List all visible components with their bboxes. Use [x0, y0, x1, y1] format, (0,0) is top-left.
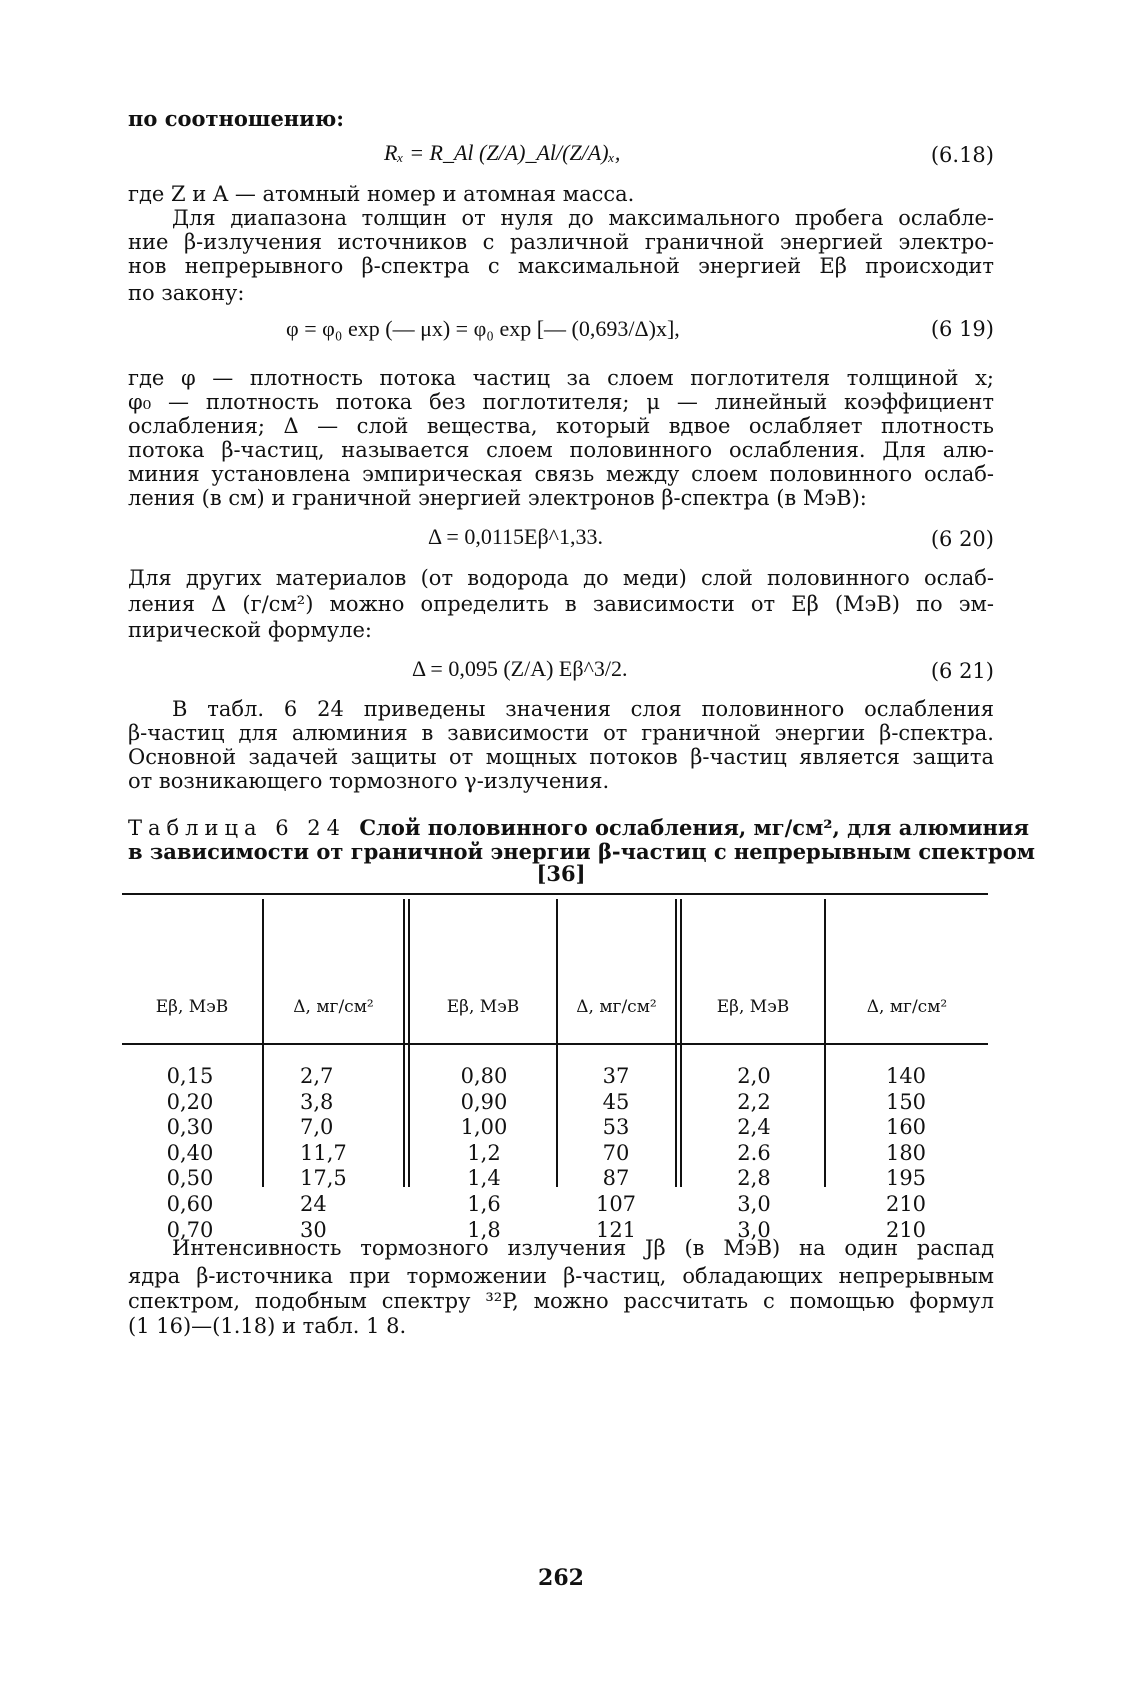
table-cell: 2,2: [737, 1089, 771, 1114]
table-cell: 0,15: [166, 1064, 214, 1088]
paragraph-line: ослабления; Δ — слой вещества, который вдвое ослабляет плотность: [128, 414, 994, 438]
table-cell: 2,8: [737, 1166, 771, 1191]
table-caption-title: Слой половинного ослабления, мг/см², для алюминия: [359, 815, 1029, 840]
table-cell: 17,5: [300, 1166, 347, 1191]
table-caption-line-3: [36]: [536, 861, 586, 886]
equation-6-18: Rₓ = R_Al (Z/A)_Al/(Z/A)ₓ,: [384, 140, 621, 165]
table-caption-line-1: [128, 815, 1029, 841]
paragraph-line: спектром, подобным спектру ³²P, можно рассчитать с помощью формул: [128, 1289, 994, 1313]
table-cell: 1,00: [460, 1115, 508, 1140]
paragraph-line: (1 16)—(1.18) и табл. 1 8.: [128, 1314, 407, 1338]
table-header-energy: Eβ, МэВ: [155, 997, 229, 1017]
paragraph-line: миния установлена эмпирическая связь между слоем половинного ослаб-: [128, 462, 994, 486]
paragraph-line: где Z и A — атомный номер и атомная масса.: [128, 182, 635, 206]
table-cell: 150: [885, 1089, 927, 1114]
table-cell: 2,4: [737, 1115, 771, 1140]
table-cell: 3,0: [737, 1191, 771, 1216]
table-cell: 210: [885, 1217, 927, 1242]
page-number: 262: [538, 1565, 584, 1591]
table-column-divider: [556, 899, 558, 1187]
table-column-energy-3: [714, 1064, 794, 1243]
table-header-energy: Eβ, МэВ: [716, 997, 790, 1017]
table-cell: 0,20: [166, 1089, 214, 1114]
table-cell: 7,0: [300, 1115, 334, 1140]
paragraph-line: ления (в см) и граничной энергией электронов β-спектра (в МэВ):: [128, 486, 867, 510]
table-cell: 3,8: [300, 1089, 334, 1114]
table-cell: 1,8: [467, 1217, 501, 1242]
paragraph-line: ядра β-источника при торможении β-частиц, обладающих непрерывным: [128, 1264, 994, 1288]
table-column-half-layer-2: [576, 1064, 656, 1243]
table-cell: 0,90: [460, 1089, 508, 1114]
table-header-half-layer: Δ, мг/см²: [293, 997, 374, 1017]
equation-number-6-20: (6 20): [930, 527, 994, 551]
table-cell: 2,7: [300, 1064, 334, 1088]
paragraph-line: В табл. 6 24 приведены значения слоя половинного ослабления: [172, 697, 994, 721]
table-header-half-layer: Δ, мг/см²: [576, 997, 657, 1017]
equation-number-6-21: (6 21): [930, 659, 994, 683]
paragraph-line: ние β-излучения источников с различной граничной энергией электро-: [128, 230, 994, 254]
table-cell: 87: [602, 1166, 630, 1191]
table-column-divider: [262, 899, 264, 1187]
paragraph-line: по закону:: [128, 281, 245, 305]
equation-number-6-18: (6.18): [930, 143, 994, 167]
table-column-divider: [680, 899, 682, 1187]
table-column-energy-2: [444, 1064, 524, 1243]
paragraph-line: Для диапазона толщин от нуля до максимального пробега ослабле-: [172, 206, 994, 230]
table-cell: 160: [885, 1115, 927, 1140]
table-cell: 0,60: [166, 1191, 214, 1216]
table-cell: 121: [595, 1217, 637, 1242]
paragraph-line: β-частиц для алюминия в зависимости от граничной энергии β-спектра.: [128, 721, 994, 745]
table-cell: 11,7: [300, 1140, 347, 1165]
table-caption-label: Таблица 6 24: [128, 816, 346, 840]
table-column-divider: [408, 899, 410, 1187]
table-column-energy-1: [140, 1064, 240, 1243]
table-cell: 45: [602, 1089, 630, 1114]
equation-number-6-19: (6 19): [930, 317, 994, 341]
paragraph-line: Для других материалов (от водорода до меди) слой половинного ослаб-: [128, 566, 994, 590]
table-cell: 53: [602, 1115, 630, 1140]
paragraph-line: Интенсивность тормозного излучения Jβ (в МэВ) на один распад: [172, 1236, 994, 1260]
intro-text: по соотношению:: [128, 106, 345, 131]
table-cell: 107: [595, 1191, 637, 1216]
paragraph-line: Основной задачей защиты от мощных потоков β-частиц является защита: [128, 745, 994, 769]
table-top-rule: [122, 893, 988, 895]
paragraph-line: φ₀ — плотность потока без поглотителя; μ — линейный коэффициент: [128, 390, 994, 414]
table-cell: 180: [885, 1140, 927, 1165]
table-cell: 195: [885, 1166, 927, 1191]
table-cell: 140: [885, 1064, 927, 1088]
table-cell: 0,70: [166, 1217, 214, 1242]
paragraph-line: ления Δ (г/см²) можно определить в зависимости от Eβ (МэВ) по эм-: [128, 592, 994, 616]
table-cell: 1,2: [467, 1140, 501, 1165]
table-cell: 24: [300, 1191, 327, 1216]
table-cell: 3,0: [737, 1217, 771, 1242]
table-header-half-layer: Δ, мг/см²: [866, 997, 948, 1017]
table-cell: 1,6: [467, 1191, 501, 1216]
table-column-divider: [824, 899, 826, 1187]
table-caption-line-2: в зависимости от граничной энергии β-частиц с непрерывным спектром: [128, 839, 1035, 864]
table-cell: 1,4: [467, 1166, 501, 1191]
table-cell: 30: [300, 1217, 327, 1242]
table-column-divider: [675, 899, 677, 1187]
table-cell: 0,30: [166, 1115, 214, 1140]
table-cell: 2.6: [737, 1140, 771, 1165]
equation-6-19: φ = φ₀ exp (— μx) = φ₀ exp [— (0,693/Δ)x],: [286, 316, 680, 341]
table-cell: 0,40: [166, 1140, 214, 1165]
table-header-energy: Eβ, МэВ: [446, 997, 520, 1017]
equation-6-20: Δ = 0,0115Eβ^1,33.: [428, 524, 603, 549]
table-cell: 0,80: [460, 1064, 508, 1088]
paragraph-line: где φ — плотность потока частиц за слоем поглотителя толщиной x;: [128, 366, 994, 390]
table-column-half-layer-3: [866, 1064, 946, 1243]
paragraph-line: потока β-частиц, называется слоем половинного ослабления. Для алю-: [128, 438, 994, 462]
paragraph-line: от возникающего тормозного γ-излучения.: [128, 769, 610, 793]
paragraph-line: пирической формуле:: [128, 618, 373, 642]
table-header-rule: [122, 1043, 988, 1045]
equation-6-21: Δ = 0,095 (Z/A) Eβ^3/2.: [412, 656, 628, 681]
table-column-divider: [403, 899, 405, 1187]
table-column-half-layer-1: [300, 1064, 370, 1243]
table-cell: 210: [885, 1191, 927, 1216]
table-cell: 37: [602, 1064, 630, 1088]
paragraph-line: нов непрерывного β-спектра с максимальной энергией Eβ происходит: [128, 254, 994, 278]
table-cell: 0,50: [166, 1166, 214, 1191]
table-cell: 70: [602, 1140, 630, 1165]
table-cell: 2,0: [737, 1064, 771, 1088]
